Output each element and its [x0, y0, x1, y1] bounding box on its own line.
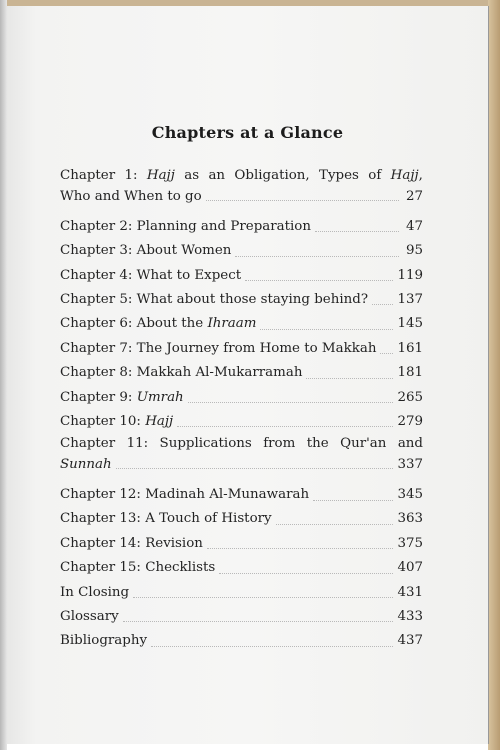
book-right-edge: [488, 0, 500, 750]
toc-label: Chapter 2: Planning and Preparation: [60, 218, 311, 234]
toc-label: Who and When to go: [60, 189, 202, 204]
toc-word: and: [397, 436, 423, 452]
toc-word: from: [263, 436, 296, 452]
toc-word: Qur'an: [340, 436, 387, 452]
toc-label: Chapter 7: The Journey from Home to Makkah: [60, 340, 377, 356]
toc-page-number: 363: [397, 511, 423, 527]
toc-label: [60, 386, 184, 410]
toc-word: 1:: [124, 168, 138, 183]
toc-entry-chapter-8: [60, 361, 423, 385]
toc-entry-glossary: [60, 605, 423, 629]
toc-label: In Closing: [60, 584, 130, 600]
toc-word: Chapter: [60, 436, 116, 452]
toc-word: as: [184, 168, 200, 183]
toc-entry-chapter-1: [60, 166, 423, 215]
toc-word: the: [306, 436, 329, 452]
leader-dots: [116, 468, 394, 469]
leader-dots: [133, 597, 393, 598]
toc-page-number: 265: [397, 389, 423, 405]
leader-dots: [245, 280, 393, 281]
toc-page-number: 161: [397, 340, 423, 356]
toc-page-number: 437: [397, 633, 423, 649]
toc-label: Chapter 4: What to Expect: [60, 267, 242, 283]
page-title: Chapters at a Glance: [151, 123, 344, 142]
leader-dots: [315, 231, 399, 232]
toc-entry-in-closing: [60, 581, 423, 605]
toc-label: Bibliography: [60, 633, 148, 649]
toc-label: [60, 312, 256, 336]
toc-word: an: [208, 168, 226, 183]
leader-dots: [206, 200, 399, 201]
toc-label: Chapter 3: About Women: [60, 243, 232, 259]
toc-label: Glossary: [60, 609, 119, 625]
toc-label-emphasis: Sunnah: [60, 457, 112, 473]
toc-page-number: 95: [405, 243, 423, 259]
leader-dots: [260, 329, 393, 330]
toc-entry-chapter-3: [60, 239, 423, 263]
toc-entry-chapter-12: [60, 483, 423, 507]
toc-label-text: Chapter 10:: [60, 413, 146, 429]
leader-dots: [207, 548, 394, 549]
leader-dots: [123, 621, 394, 622]
toc-label: Chapter 8: Makkah Al-Mukarramah: [60, 365, 303, 381]
toc-word: Hajj: [146, 168, 175, 183]
toc-entry-chapter-9: [60, 386, 423, 410]
toc-label-text: Chapter 9:: [60, 389, 137, 405]
leader-dots: [313, 500, 393, 501]
toc-page-number: 375: [397, 535, 423, 551]
leader-dots: [380, 353, 393, 354]
toc-word: Obligation,: [234, 168, 310, 183]
toc-entry-chapter-7: [60, 337, 423, 361]
toc-page-number: 145: [397, 316, 423, 332]
toc-word: Hajj,: [390, 168, 423, 183]
toc-word: Types: [319, 168, 359, 183]
leader-dots: [372, 304, 393, 305]
toc-page-number: 337: [397, 457, 423, 473]
toc-page-number: 27: [405, 189, 423, 204]
toc-word: Supplications: [159, 436, 252, 452]
toc-label-emphasis: Ihraam: [207, 316, 257, 332]
leader-dots: [188, 402, 394, 403]
toc-page-number: 137: [397, 291, 423, 307]
toc-entry-chapter-13: [60, 508, 423, 532]
leader-dots: [235, 256, 399, 257]
toc-label: Chapter 15: Checklists: [60, 560, 216, 576]
toc-label: [60, 410, 173, 434]
leader-dots: [151, 646, 393, 647]
toc-page-number: 47: [405, 218, 423, 234]
toc-page-number: 279: [397, 413, 423, 429]
book-page: [7, 6, 489, 744]
toc-page-number: 431: [397, 584, 423, 600]
toc-entry-chapter-11: [60, 434, 423, 483]
leader-dots: [177, 426, 393, 427]
toc-entry-chapter-5: [60, 288, 423, 312]
toc-entry-bibliography: [60, 629, 423, 653]
toc-entry-chapter-14: [60, 532, 423, 556]
toc-label: Chapter 12: Madinah Al-Munawarah: [60, 487, 310, 503]
toc-page-number: 407: [397, 560, 423, 576]
toc-page-number: 433: [397, 609, 423, 625]
toc-label-text: Chapter 6: About the: [60, 316, 208, 332]
toc-entry-chapter-4: [60, 264, 423, 288]
toc-word: Chapter: [60, 168, 116, 183]
toc-entry-chapter-10: [60, 410, 423, 434]
leader-dots: [306, 378, 393, 379]
book-spine-shadow: [0, 0, 7, 750]
toc-label: Chapter 5: What about those staying behind?: [60, 291, 368, 307]
toc-entry-chapter-2: [60, 215, 423, 239]
toc-entry-chapter-6: [60, 312, 423, 336]
toc-page-number: 119: [397, 267, 423, 283]
toc-page-number: 181: [397, 365, 423, 381]
toc-word: of: [368, 168, 382, 183]
toc-label-emphasis: Umrah: [136, 389, 184, 405]
table-of-contents: [60, 166, 423, 654]
leader-dots: [276, 524, 394, 525]
leader-dots: [219, 573, 393, 574]
toc-page-number: 345: [397, 487, 423, 503]
toc-label: Chapter 14: Revision: [60, 535, 203, 551]
toc-label: Chapter 13: A Touch of History: [60, 511, 272, 527]
toc-label-emphasis: Hajj: [145, 413, 174, 429]
toc-entry-chapter-15: [60, 556, 423, 580]
toc-word: 11:: [126, 436, 149, 452]
